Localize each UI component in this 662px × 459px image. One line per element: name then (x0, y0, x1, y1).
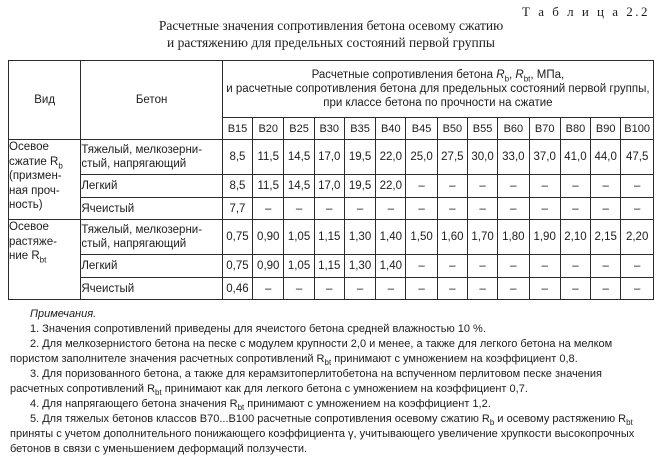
value-cell: 8,5 (222, 175, 252, 198)
class-header: B30 (314, 118, 344, 140)
value-cell: 14,5 (284, 140, 314, 175)
value-cell: – (437, 175, 467, 198)
concrete-type: Тяжелый, мелкозерни- стый, напрягающий (81, 140, 223, 175)
group-compression: Осевое сжатие $R_b$ (призмен- ная проч- ность) (9, 140, 81, 220)
value-cell: 33,0 (498, 140, 529, 175)
value-cell: – (314, 278, 344, 300)
value-cell: – (498, 198, 529, 220)
value-cell: – (437, 198, 467, 220)
value-cell: – (344, 278, 375, 300)
value-cell: – (253, 278, 284, 300)
value-cell: 14,5 (284, 175, 314, 198)
note-2: 2. Для мелкозернистого бетона на песке с модулем крупности 2,0 и менее, а также для легкого бетона на мелком пористом заполнителе значения расчетных сопротивлений $R_{bt}$ принимают с умножением на коэффициент 0,8. (10, 338, 613, 368)
title-line-1: Расчетные значения сопротивления бетона осевому сжатию (158, 18, 504, 33)
value-cell: – (560, 175, 590, 198)
value-cell: – (591, 278, 621, 300)
value-cell: – (376, 278, 406, 300)
class-header: B70 (529, 118, 560, 140)
table-title (0, 17, 662, 51)
note-5: 5. Для тяжелых бетонов классов В70...В100 расчетные сопротивления осевому сжатию $R_b$ и осевому растяжению $R_{bt}$ приняты с учетом дополнительного понижающего коэффициента γ, учитывающего увеличение хрупкости высокопрочных бетонов в связи с уменьшением деформаций ползучести. (10, 413, 635, 455)
class-header: B100 (621, 118, 654, 140)
value-cell: 0,75 (222, 255, 252, 278)
value-cell: 30,0 (467, 140, 497, 175)
value-cell: – (621, 175, 654, 198)
value-cell: 2,20 (621, 220, 654, 255)
class-header: B55 (467, 118, 497, 140)
value-cell: 1,90 (529, 220, 560, 255)
header-desc-line-3: при классе бетона по прочности на сжатие (323, 97, 553, 109)
concrete-type: Легкий (81, 255, 223, 278)
notes-heading: Примечания. (30, 308, 97, 320)
class-header: B80 (560, 118, 590, 140)
header-desc-line-2: и расчетные сопротивления бетона для предельных состояний первой группы, (226, 83, 650, 95)
value-cell: – (560, 198, 590, 220)
resistance-table (8, 60, 654, 300)
value-cell: – (467, 198, 497, 220)
header-desc-line-1: Расчетные сопротивления бетона $R_b$, $R_{bt}$, МПа, (311, 69, 565, 84)
value-cell: 1,50 (406, 220, 437, 255)
value-cell: – (498, 255, 529, 278)
value-cell: 1,15 (314, 255, 344, 278)
class-header: B15 (222, 118, 252, 140)
class-header: B90 (591, 118, 621, 140)
table-row (9, 175, 654, 198)
class-header: B45 (406, 118, 437, 140)
value-cell: – (621, 198, 654, 220)
value-cell: 2,15 (591, 220, 621, 255)
value-cell: 19,5 (344, 175, 375, 198)
value-cell: 11,5 (253, 175, 284, 198)
header-vid: Вид (9, 61, 81, 140)
class-header: B20 (253, 118, 284, 140)
value-cell: – (467, 255, 497, 278)
value-cell: – (467, 278, 497, 300)
value-cell: – (467, 175, 497, 198)
value-cell: 7,7 (222, 198, 252, 220)
value-cell: 41,0 (560, 140, 590, 175)
value-cell: 0,75 (222, 220, 252, 255)
value-cell: – (529, 255, 560, 278)
concrete-type: Ячеистый (81, 278, 223, 300)
title-line-2: и растяжению для предельных состояний первой группы (167, 35, 495, 50)
value-cell: 2,10 (560, 220, 590, 255)
value-cell: 1,40 (376, 220, 406, 255)
value-cell: – (591, 198, 621, 220)
concrete-type: Легкий (81, 175, 223, 198)
value-cell: 1,80 (498, 220, 529, 255)
value-cell: – (284, 198, 314, 220)
value-cell: 22,0 (376, 140, 406, 175)
table-number: Т а б л и ц а 2.2 (522, 4, 650, 19)
value-cell: 1,30 (344, 220, 375, 255)
value-cell: 1,70 (467, 220, 497, 255)
table-row (9, 220, 654, 255)
value-cell: – (529, 278, 560, 300)
table-row (9, 140, 654, 175)
header-beton: Бетон (81, 61, 223, 140)
table-row (9, 255, 654, 278)
value-cell: – (344, 198, 375, 220)
value-cell: – (529, 175, 560, 198)
table-row (9, 198, 654, 220)
header-description (222, 61, 653, 118)
value-cell: 1,15 (314, 220, 344, 255)
value-cell: – (560, 255, 590, 278)
note-1: 1. Значения сопротивлений приведены для ячеистого бетона средней влажностью 10 %. (30, 323, 486, 335)
value-cell: – (621, 255, 654, 278)
value-cell: 1,40 (376, 255, 406, 278)
value-cell: – (376, 198, 406, 220)
value-cell: – (529, 198, 560, 220)
value-cell: – (498, 278, 529, 300)
value-cell: – (406, 278, 437, 300)
concrete-type: Тяжелый, мелкозерни- стый, напрягающий (81, 220, 223, 255)
value-cell: – (406, 175, 437, 198)
value-cell: – (560, 278, 590, 300)
table-row (9, 278, 654, 300)
value-cell: – (406, 198, 437, 220)
note-4: 4. Для напрягающего бетона значения $R_{bt}$ принимают с умножением на коэффициент 1,2. (30, 398, 491, 413)
value-cell: 27,5 (437, 140, 467, 175)
concrete-type: Ячеистый (81, 198, 223, 220)
value-cell: 17,0 (314, 140, 344, 175)
value-cell: 44,0 (591, 140, 621, 175)
value-cell: 1,30 (344, 255, 375, 278)
value-cell: 25,0 (406, 140, 437, 175)
value-cell: 37,0 (529, 140, 560, 175)
value-cell: 1,60 (437, 220, 467, 255)
value-cell: 1,05 (284, 220, 314, 255)
value-cell: – (621, 278, 654, 300)
value-cell: – (406, 255, 437, 278)
value-cell: – (437, 255, 467, 278)
value-cell: 0,90 (253, 220, 284, 255)
value-cell: 11,5 (253, 140, 284, 175)
class-header: B50 (437, 118, 467, 140)
value-cell: – (437, 278, 467, 300)
value-cell: 0,46 (222, 278, 252, 300)
note-3: 3. Для поризованного бетона, а также для керамзитоперлитобетона на вспученном перлитовом песке значения расчетных сопротивлений $R_{bt}$ принимают как для легкого бетона с умножением на коэффициент 0,7. (10, 368, 602, 398)
value-cell: – (591, 255, 621, 278)
value-cell: – (284, 278, 314, 300)
class-header: B60 (498, 118, 529, 140)
value-cell: 17,0 (314, 175, 344, 198)
notes (10, 307, 655, 457)
value-cell: 8,5 (222, 140, 252, 175)
value-cell: 1,05 (284, 255, 314, 278)
value-cell: 22,0 (376, 175, 406, 198)
value-cell: – (314, 198, 344, 220)
group-tension: Осевое растяже- ние $R_{bt}$ (9, 220, 81, 300)
value-cell: 0,90 (253, 255, 284, 278)
class-header: B35 (344, 118, 375, 140)
value-cell: – (498, 175, 529, 198)
class-header: B25 (284, 118, 314, 140)
value-cell: – (253, 198, 284, 220)
value-cell: 19,5 (344, 140, 375, 175)
value-cell: – (591, 175, 621, 198)
value-cell: 47,5 (621, 140, 654, 175)
class-header: B40 (376, 118, 406, 140)
